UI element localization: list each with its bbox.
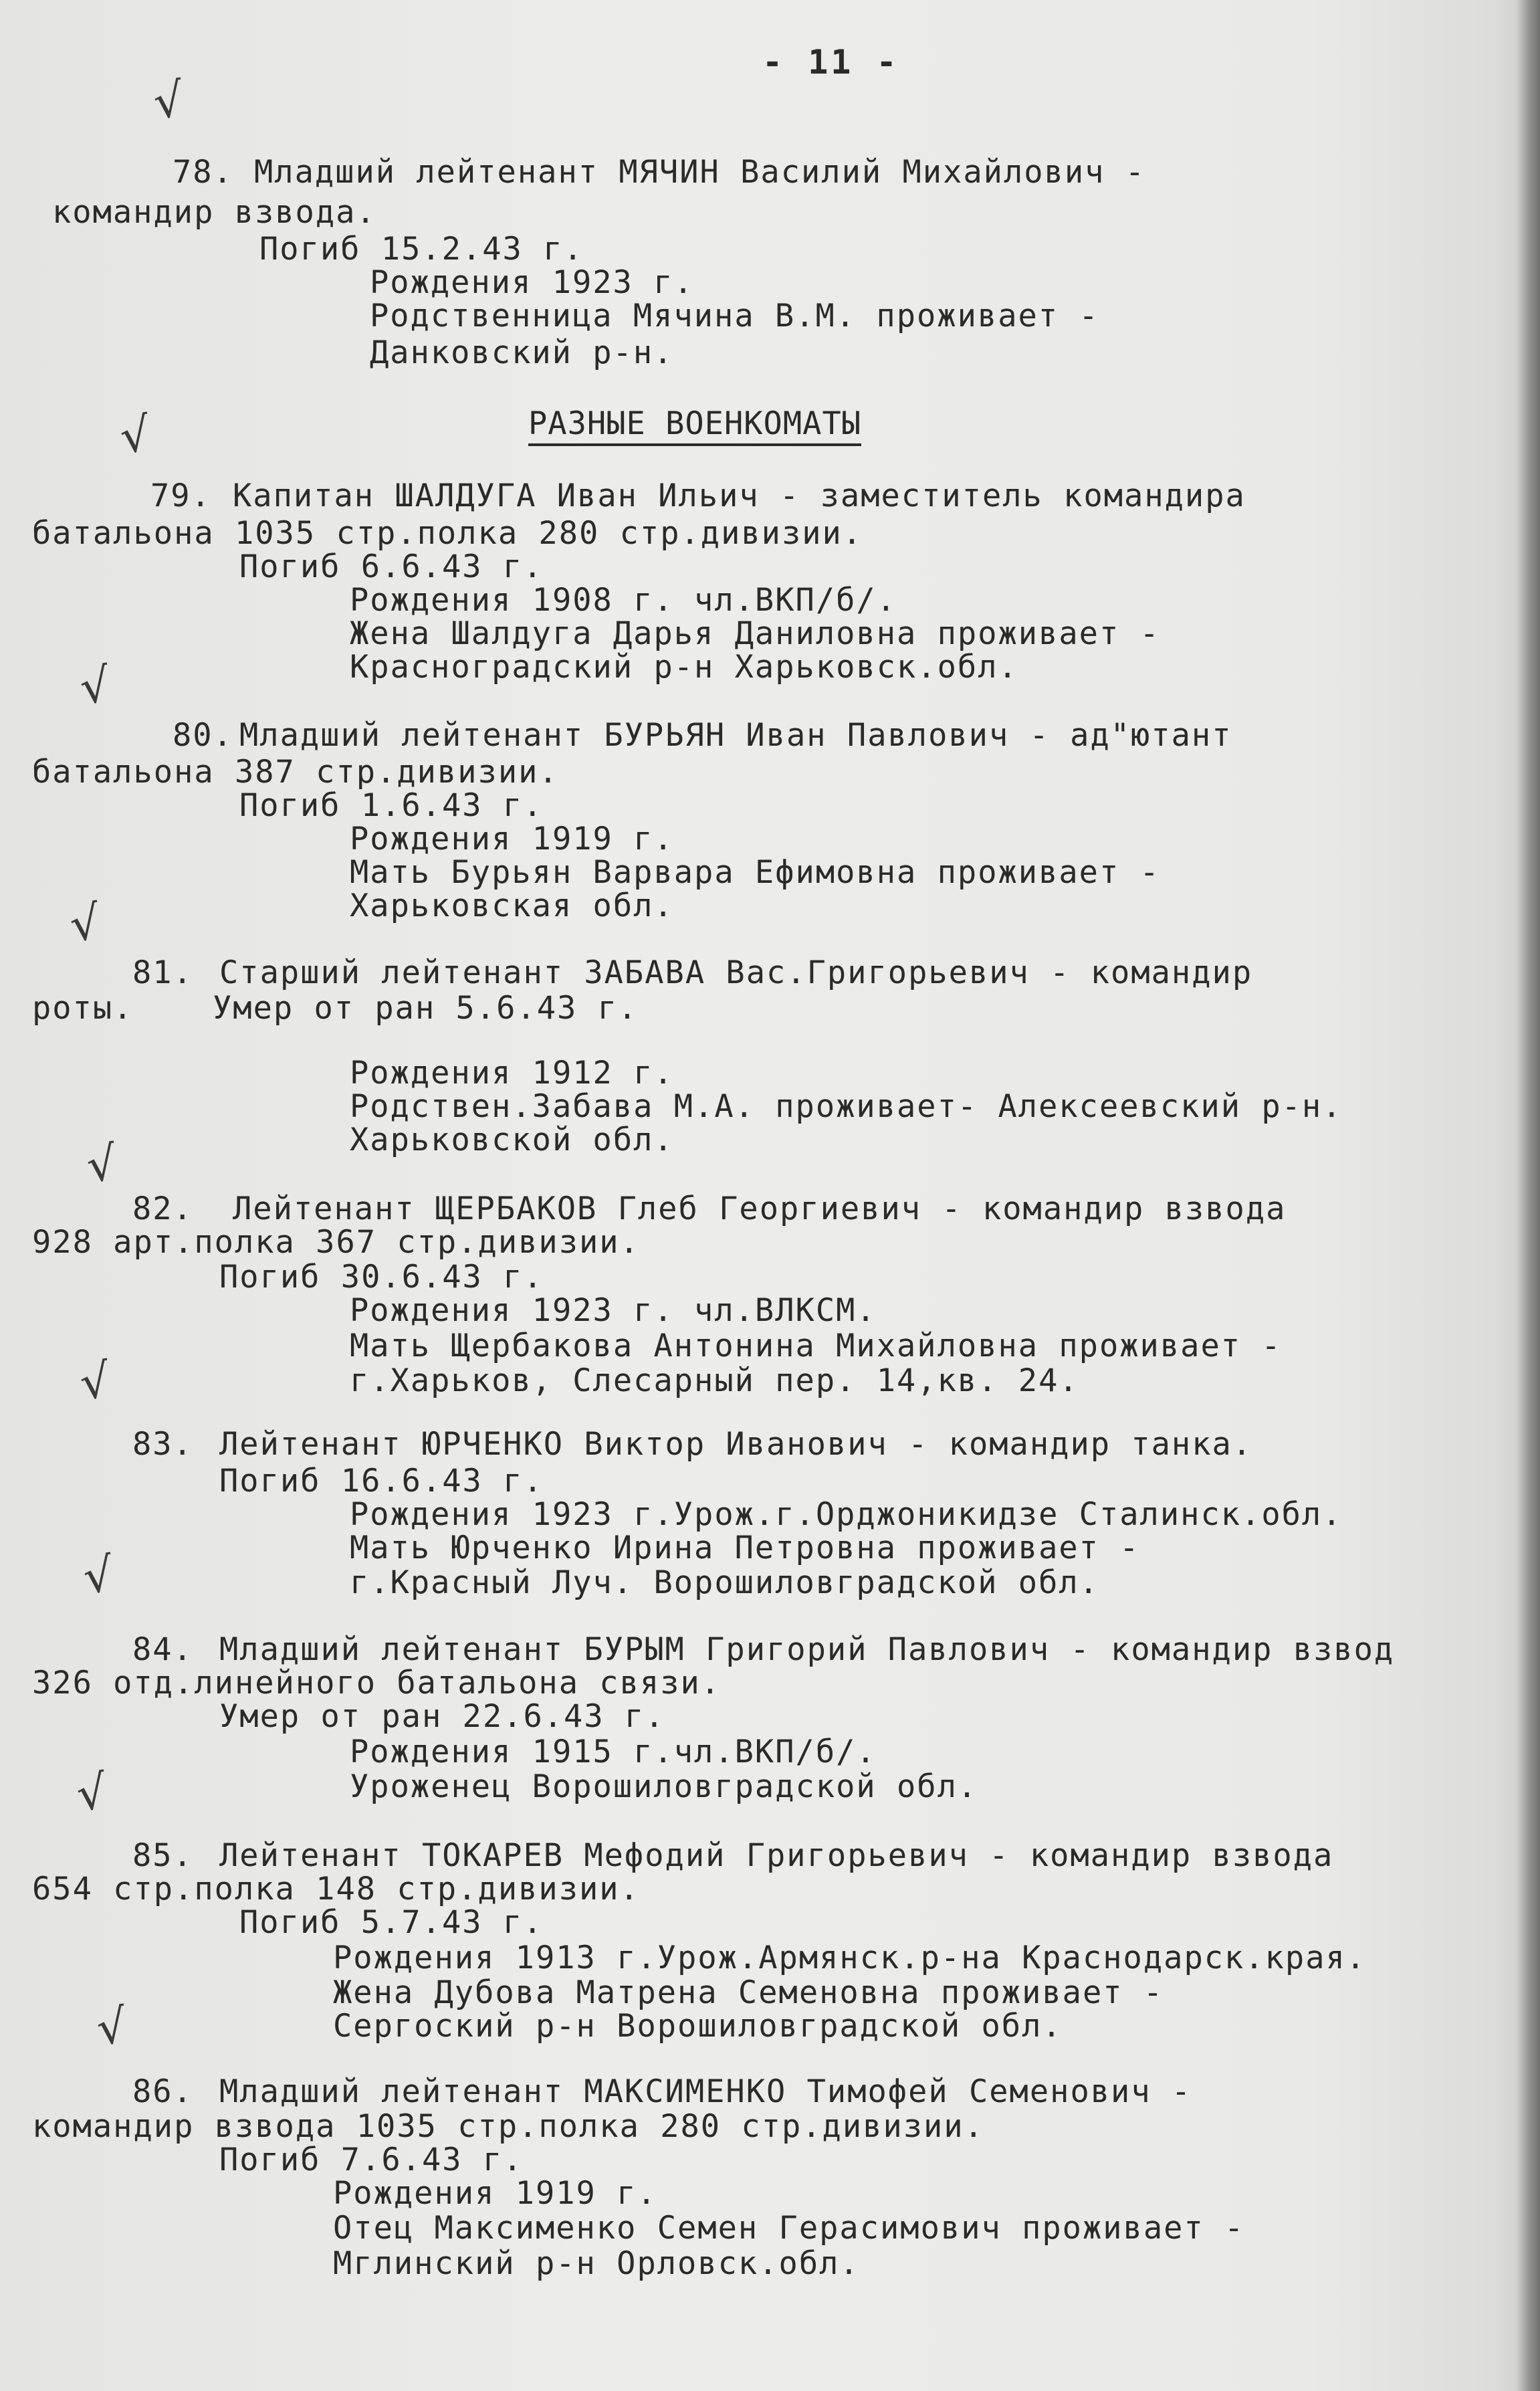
page-edge-shadow (1516, 0, 1540, 2391)
entry-number: 86. (132, 2073, 193, 2110)
check-mark-icon: √ (73, 1764, 111, 1823)
check-mark-icon: √ (76, 657, 114, 716)
entry-number: 78. (173, 154, 233, 191)
entry-line: Умер от ран 5.6.43 г. (213, 990, 639, 1027)
entry-number: 85. (132, 1837, 193, 1874)
entry-line: Рождения 1923 г. (370, 264, 694, 301)
entry-line: Рождения 1908 г. чл.ВКП/б/. (350, 582, 897, 619)
entry-line: Младший лейтенант МЯЧИН Василий Михайлович - (254, 154, 1146, 191)
entry-line: Погиб 16.6.43 г. (219, 1463, 544, 1499)
entry-line: Младший лейтенант БУРЬЯН Иван Павлович - ад"ютант (239, 717, 1232, 754)
entry-line: батальона 1035 стр.полка 280 стр.дивизии. (32, 515, 863, 552)
check-mark-icon: √ (116, 406, 154, 465)
entry-line: Лейтенант ЮРЧЕНКО Виктор Иванович - командир танка. (219, 1426, 1253, 1463)
entry-line: Умер от ран 22.6.43 г. (219, 1698, 665, 1735)
check-mark-icon: √ (80, 1546, 118, 1605)
entry-line: батальона 387 стр.дивизии. (32, 754, 559, 791)
entry-line: Мать Юрченко Ирина Петровна проживает - (350, 1530, 1140, 1566)
entry-line: Красноградский р-н Харьковск.обл. (350, 649, 1018, 686)
entry-line: роты. (32, 990, 134, 1027)
entry-line: Жена Дубова Матрена Семеновна проживает - (333, 1974, 1164, 2011)
entry-line: Мать Бурьян Варвара Ефимовна проживает - (350, 854, 1160, 891)
entry-line: Уроженец Ворошиловградской обл. (350, 1768, 978, 1805)
check-mark-icon: √ (76, 1352, 114, 1411)
entry-line: Рождения 1913 г.Урож.Армянск.р-на Краснодарск.края. (333, 1940, 1367, 1976)
entry-line: Рождения 1919 г. (350, 821, 674, 857)
entry-line: 326 отд.линейного батальона связи. (32, 1665, 722, 1701)
entry-line: Погиб 15.2.43 г. (259, 231, 584, 268)
entry-line: Сергоский р-н Ворошиловградской обл. (333, 2008, 1063, 2045)
page-number: - 11 - (762, 43, 899, 82)
entry-line: Погиб 30.6.43 г. (219, 1259, 544, 1295)
entry-line: Отец Максименко Семен Герасимович проживает - (333, 2210, 1245, 2247)
entry-line: Мглинский р-н Орловск.обл. (333, 2245, 860, 2282)
entry-line: Погиб 6.6.43 г. (239, 548, 544, 585)
entry-number: 81. (132, 954, 193, 991)
entry-number: 79. (150, 478, 211, 514)
entry-line: командир взвода 1035 стр.полка 280 стр.дивизии. (32, 2108, 984, 2145)
entry-number: 83. (132, 1426, 193, 1463)
check-mark-icon: √ (93, 1998, 131, 2057)
entry-number: 82. (132, 1190, 193, 1227)
entry-line: Рождения 1923 г.Урож.г.Орджоникидзе Сталинск.обл. (350, 1496, 1343, 1533)
entry-number: 80. (173, 717, 233, 754)
section-heading: РАЗНЫЕ ВОЕНКОМАТЫ (528, 405, 861, 446)
entry-line: Погиб 1.6.43 г. (239, 787, 544, 824)
entry-line: Рождения 1919 г. (333, 2175, 657, 2212)
entry-line: 928 арт.полка 367 стр.дивизии. (32, 1224, 640, 1261)
check-mark-icon: √ (83, 1135, 121, 1194)
entry-line: Старший лейтенант ЗАБАВА Вас.Григорьевич - командир (219, 954, 1253, 991)
entry-line: Погиб 5.7.43 г. (239, 1904, 544, 1941)
entry-line: Родствен.Забава М.А. проживает- Алексеевский р-н. (350, 1088, 1343, 1125)
check-mark-icon: √ (150, 72, 188, 130)
entry-line: Харьковской обл. (350, 1122, 674, 1158)
entry-line: 654 стр.полка 148 стр.дивизии. (32, 1871, 640, 1907)
entry-line: Рождения 1912 г. (350, 1055, 674, 1091)
entry-line: Младший лейтенант БУРЫМ Григорий Павлович - командир взвод (219, 1631, 1395, 1668)
entry-line: Лейтенант ТОКАРЕВ Мефодий Григорьевич - командир взвода (219, 1837, 1334, 1874)
entry-line: Рождения 1915 г.чл.ВКП/б/. (350, 1734, 877, 1770)
entry-line: г.Красный Луч. Ворошиловградской обл. (350, 1564, 1099, 1601)
entry-line: командир взвода. (52, 194, 376, 231)
entry-line: Родственница Мячина В.М. проживает - (370, 298, 1099, 334)
entry-line: г.Харьков, Слесарный пер. 14,кв. 24. (350, 1362, 1079, 1399)
entry-line: Рождения 1923 г. чл.ВЛКСМ. (350, 1292, 877, 1329)
entry-line: Капитан ШАЛДУГА Иван Ильич - заместитель командира (233, 478, 1246, 514)
entry-line: Младший лейтенант МАКСИМЕНКО Тимофей Семенович - (219, 2073, 1192, 2110)
entry-number: 84. (132, 1631, 193, 1668)
entry-line: Мать Щербакова Антонина Михайловна проживает - (350, 1328, 1282, 1364)
entry-line: Харьковская обл. (350, 888, 674, 924)
entry-line: Данковский р-н. (370, 334, 674, 371)
entry-line: Жена Шалдуга Дарья Даниловна проживает - (350, 615, 1160, 652)
entry-line: Погиб 7.6.43 г. (219, 2142, 524, 2178)
entry-line: Лейтенант ЩЕРБАКОВ Глеб Георгиевич - командир взвода (233, 1190, 1287, 1227)
check-mark-icon: √ (66, 894, 104, 953)
